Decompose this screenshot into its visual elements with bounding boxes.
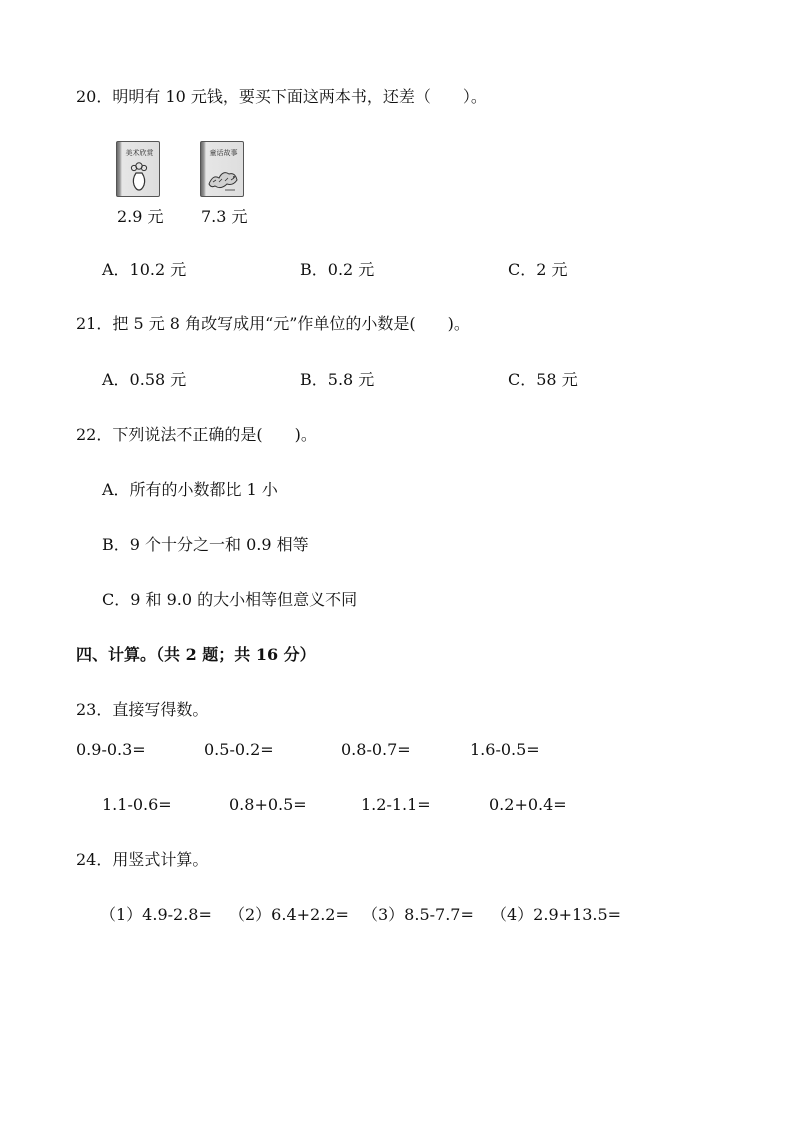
q21-option-b[interactable]: B．5.8 元	[300, 370, 375, 389]
calc-item: 0.9-0.3=	[76, 740, 146, 759]
vertical-calc-item: （3）8.5-7.7=	[362, 905, 474, 924]
q22-option-b[interactable]: B．9 个十分之一和 0.9 相等	[102, 535, 309, 554]
q22-stem: 22．下列说法不正确的是( )。	[76, 425, 317, 444]
vertical-calc-item: （2）6.4+2.2=	[229, 905, 349, 924]
q20-option-a[interactable]: A．10.2 元	[102, 260, 187, 279]
calc-item: 1.6-0.5=	[470, 740, 540, 759]
vertical-calc-item: （1）4.9-2.8=	[100, 905, 212, 924]
book-art-appreciation	[116, 141, 160, 197]
dragon-icon	[207, 160, 239, 194]
calc-item: 1.1-0.6=	[102, 795, 172, 814]
q23-stem: 23．直接写得数。	[76, 700, 209, 719]
calc-item: 0.8+0.5=	[229, 795, 307, 814]
q20-option-b[interactable]: B．0.2 元	[300, 260, 375, 279]
q22-option-a[interactable]: A．所有的小数都比 1 小	[102, 480, 278, 499]
calc-item: 1.2-1.1=	[361, 795, 431, 814]
calc-item: 0.8-0.7=	[341, 740, 411, 759]
q21-option-c[interactable]: C．58 元	[508, 370, 578, 389]
q20-option-c[interactable]: C．2 元	[508, 260, 568, 279]
section-heading: 四、计算。（共 2 题；共 16 分）	[76, 645, 316, 664]
book-title: 美术欣赏	[125, 149, 154, 157]
q21-option-a[interactable]: A．0.58 元	[102, 370, 187, 389]
calc-item: 0.5-0.2=	[204, 740, 274, 759]
q24-stem: 24．用竖式计算。	[76, 850, 209, 869]
q22-option-c[interactable]: C．9 和 9.0 的大小相等但意义不同	[102, 590, 358, 609]
vertical-calc-item: （4）2.9+13.5=	[491, 905, 622, 924]
book-price: 2.9 元	[117, 207, 164, 226]
vase-icon	[123, 160, 155, 194]
book-fairy-tales	[200, 141, 244, 197]
q21-stem: 21．把 5 元 8 角改写成用“元”作单位的小数是( )。	[76, 314, 470, 333]
calc-item: 0.2+0.4=	[489, 795, 567, 814]
book-price: 7.3 元	[201, 207, 248, 226]
book-title: 童话故事	[209, 149, 238, 157]
q20-stem: 20．明明有 10 元钱，要买下面这两本书，还差（ ）。	[76, 87, 487, 106]
